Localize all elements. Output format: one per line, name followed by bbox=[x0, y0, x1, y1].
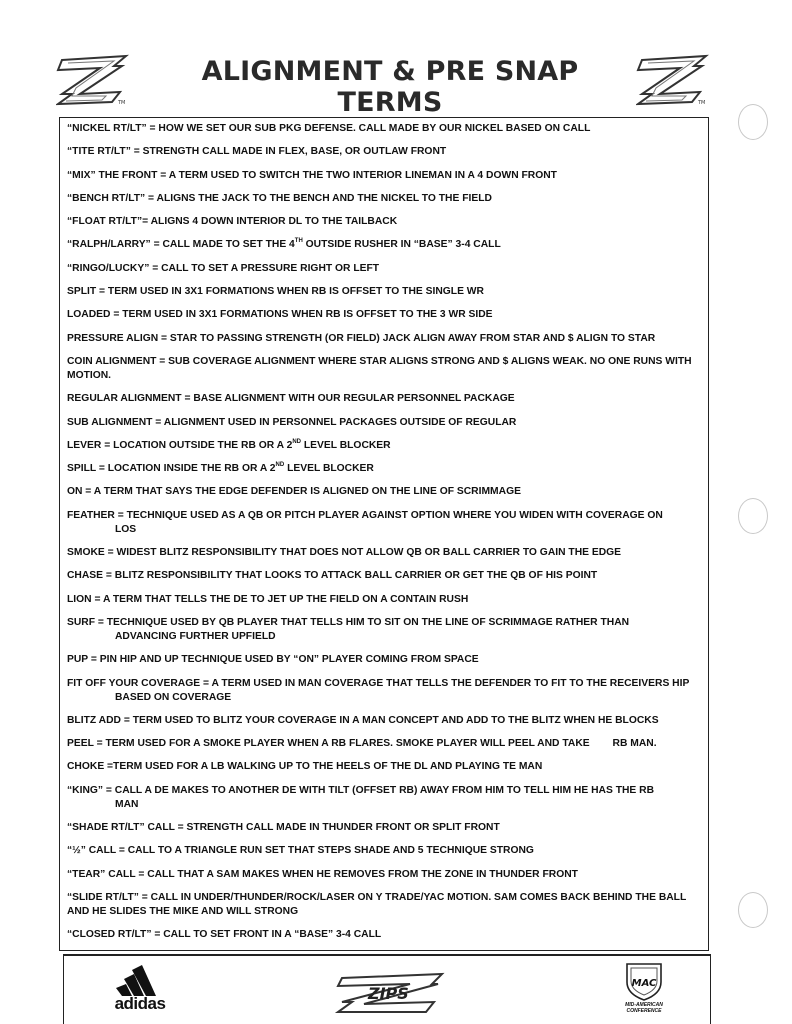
binder-hole-bottom bbox=[738, 892, 768, 928]
term-entry bbox=[67, 145, 702, 159]
term-text: PRESSURE ALIGN = STAR TO PASSING STRENGTH (OR FIELD) JACK ALIGN AWAY FROM STAR AND $ ALIGN TO STAR bbox=[67, 332, 656, 344]
term-entry bbox=[67, 593, 702, 607]
term-text: “MIX” THE FRONT = A TERM USED TO SWITCH THE TWO INTERIOR LINEMAN IN A 4 DOWN FRONT bbox=[67, 169, 557, 181]
term-entry bbox=[67, 569, 702, 583]
adidas-logo bbox=[100, 962, 180, 1020]
term-entry bbox=[67, 485, 702, 499]
term-text: “NICKEL RT/LT” = HOW WE SET OUR SUB PKG DEFENSE. CALL MADE BY OUR NICKEL BASED ON CALL bbox=[67, 123, 591, 134]
page-header bbox=[0, 50, 792, 118]
term-text: “TEAR” CALL = CALL THAT A SAM MAKES WHEN HE REMOVES FROM THE ZONE IN THUNDER FRONT bbox=[67, 868, 578, 880]
term-text: “SLIDE RT/LT” = CALL IN UNDER/THUNDER/ROCK/LASER ON Y TRADE/YAC MOTION. SAM COMES BACK BEHIND THE BALL AND HE SLIDES THE MIKE AND WILL STRONG bbox=[67, 891, 689, 917]
z-logo-icon bbox=[636, 54, 710, 106]
zips-wordmark: ZIPS bbox=[368, 984, 409, 1003]
term-entry bbox=[67, 714, 702, 728]
page-title: ALIGNMENT & PRE SNAP TERMS bbox=[201, 56, 579, 118]
term-entry bbox=[67, 392, 702, 406]
term-text: SPLIT = TERM USED IN 3X1 FORMATIONS WHEN RB IS OFFSET TO THE SINGLE WR bbox=[67, 286, 484, 298]
term-text-continued: LEVEL BLOCKER bbox=[300, 439, 391, 451]
term-superscript: TH bbox=[294, 238, 303, 245]
term-text: PEEL = TERM USED FOR A SMOKE PLAYER WHEN A RB FLARES. SMOKE PLAYER WILL PEEL AND TAKE RB MAN. bbox=[67, 738, 657, 750]
term-entry bbox=[67, 416, 702, 430]
term-superscript: ND bbox=[275, 462, 285, 469]
term-text: “KING” = CALL A DE MAKES TO ANOTHER DE WITH TILT (OFFSET RB) AWAY FROM HIM TO TELL HIM HE HAS THE RB bbox=[67, 784, 655, 796]
term-text: “RALPH/LARRY” = CALL MADE TO SET THE 4 bbox=[67, 239, 295, 251]
z-logo-icon bbox=[56, 54, 130, 106]
term-entry bbox=[67, 215, 702, 229]
term-text: COIN ALIGNMENT = SUB COVERAGE ALIGNMENT WHERE STAR ALIGNS STRONG AND $ ALIGNS WEAK. NO ONE RUNS WITH MOTION. bbox=[67, 355, 695, 381]
term-entry bbox=[67, 653, 702, 667]
term-text: PUP = PIN HIP AND UP TECHNIQUE USED BY “ON” PLAYER COMING FROM SPACE bbox=[67, 654, 479, 666]
adidas-stripes-icon bbox=[100, 962, 180, 996]
term-text: BLITZ ADD = TERM USED TO BLITZ YOUR COVERAGE IN A MAN CONCEPT AND ADD TO THE BLITZ WHEN HE BLOCKS bbox=[67, 714, 659, 726]
terms-list bbox=[59, 117, 709, 951]
term-entry bbox=[67, 509, 702, 537]
term-text: FEATHER = TECHNIQUE USED AS A QB OR PITCH PLAYER AGAINST OPTION WHERE YOU WIDEN WITH COVERAGE ON bbox=[67, 509, 663, 521]
adidas-wordmark: adidas bbox=[114, 994, 166, 1013]
term-entry bbox=[67, 844, 702, 858]
mac-conference-logo bbox=[617, 960, 671, 1022]
term-entry bbox=[67, 546, 702, 560]
term-text: “½” CALL = CALL TO A TRIANGLE RUN SET THAT STEPS SHADE AND 5 TECHNIQUE STRONG bbox=[67, 845, 534, 857]
term-entry bbox=[67, 616, 702, 644]
mac-shield-icon bbox=[617, 960, 671, 1002]
term-text: “BENCH RT/LT” = ALIGNS THE JACK TO THE BENCH AND THE NICKEL TO THE FIELD bbox=[67, 192, 492, 204]
term-text: REGULAR ALIGNMENT = BASE ALIGNMENT WITH OUR REGULAR PERSONNEL PACKAGE bbox=[67, 393, 515, 405]
term-text: SMOKE = WIDEST BLITZ RESPONSIBILITY THAT DOES NOT ALLOW QB OR BALL CARRIER TO GAIN THE EDGE bbox=[67, 547, 622, 559]
term-entry bbox=[67, 891, 702, 919]
term-entry bbox=[67, 784, 702, 812]
term-entry bbox=[67, 285, 702, 299]
term-entry bbox=[67, 868, 702, 882]
term-text-continued: LEVEL BLOCKER bbox=[284, 463, 374, 475]
term-text: LOADED = TERM USED IN 3X1 FORMATIONS WHEN RB IS OFFSET TO THE 3 WR SIDE bbox=[67, 309, 493, 321]
term-indented-line: MAN bbox=[115, 798, 139, 810]
term-entry bbox=[67, 192, 702, 206]
term-text: FIT OFF YOUR COVERAGE = A TERM USED IN MAN COVERAGE THAT TELLS THE DEFENDER TO FIT TO THE RECEIVERS HIP bbox=[67, 677, 690, 689]
mac-badge-text: MAC bbox=[631, 978, 657, 989]
term-text: “FLOAT RT/LT”= ALIGNS 4 DOWN INTERIOR DL TO THE TAILBACK bbox=[67, 216, 398, 228]
term-indented-line: LOS bbox=[115, 523, 137, 535]
term-text: SPILL = LOCATION INSIDE THE RB OR A 2 bbox=[67, 463, 276, 475]
term-text-continued: OUTSIDE RUSHER IN “BASE” 3-4 CALL bbox=[302, 239, 501, 251]
term-entry bbox=[67, 122, 702, 136]
term-entry bbox=[67, 308, 702, 322]
term-entry bbox=[67, 760, 702, 774]
term-entry bbox=[67, 928, 702, 942]
term-entry bbox=[67, 821, 702, 835]
term-entry bbox=[67, 677, 702, 705]
term-text: “CLOSED RT/LT” = CALL TO SET FRONT IN A “BASE” 3-4 CALL bbox=[67, 929, 382, 941]
term-superscript: ND bbox=[292, 438, 301, 445]
term-entry bbox=[67, 737, 702, 751]
term-text: ON = A TERM THAT SAYS THE EDGE DEFENDER IS ALIGNED ON THE LINE OF SCRIMMAGE bbox=[67, 486, 521, 498]
term-text: SUB ALIGNMENT = ALIGNMENT USED IN PERSONNEL PACKAGES OUTSIDE OF REGULAR bbox=[67, 416, 517, 428]
term-entry bbox=[67, 169, 702, 183]
term-text: “SHADE RT/LT” CALL = STRENGTH CALL MADE IN THUNDER FRONT OR SPLIT FRONT bbox=[67, 822, 500, 834]
zips-logo-icon bbox=[334, 970, 446, 1014]
svg-text:TM: TM bbox=[118, 100, 126, 106]
term-entry bbox=[67, 262, 702, 276]
term-text: LEVER = LOCATION OUTSIDE THE RB OR A 2 bbox=[67, 439, 293, 451]
term-entry bbox=[67, 462, 702, 476]
binder-hole-middle bbox=[738, 498, 768, 534]
term-text: “TITE RT/LT” = STRENGTH CALL MADE IN FLEX, BASE, OR OUTLAW FRONT bbox=[67, 146, 447, 158]
term-text: SURF = TECHNIQUE USED BY QB PLAYER THAT TELLS HIM TO SIT ON THE LINE OF SCRIMMAGE RATHER THAN bbox=[67, 616, 630, 628]
term-text: CHASE = BLITZ RESPONSIBILITY THAT LOOKS TO ATTACK BALL CARRIER OR GET THE QB OF HIS POINT bbox=[67, 570, 598, 582]
term-text: LION = A TERM THAT TELLS THE DE TO JET UP THE FIELD ON A CONTAIN RUSH bbox=[67, 593, 469, 605]
term-indented-line: BASED ON COVERAGE bbox=[115, 691, 232, 703]
term-entry bbox=[67, 355, 702, 383]
term-text: “RINGO/LUCKY” = CALL TO SET A PRESSURE RIGHT OR LEFT bbox=[67, 262, 380, 274]
term-indented-line: ADVANCING FURTHER UPFIELD bbox=[115, 630, 276, 642]
term-text: CHOKE =TERM USED FOR A LB WALKING UP TO THE HEELS OF THE DL AND PLAYING TE MAN bbox=[67, 761, 543, 773]
term-entry bbox=[67, 439, 702, 453]
page-footer bbox=[63, 954, 711, 1024]
term-entry bbox=[67, 332, 702, 346]
svg-text:TM: TM bbox=[698, 100, 706, 106]
term-entry bbox=[67, 238, 702, 252]
mac-wordmark: MID-AMERICAN CONFERENCE bbox=[625, 1002, 663, 1014]
